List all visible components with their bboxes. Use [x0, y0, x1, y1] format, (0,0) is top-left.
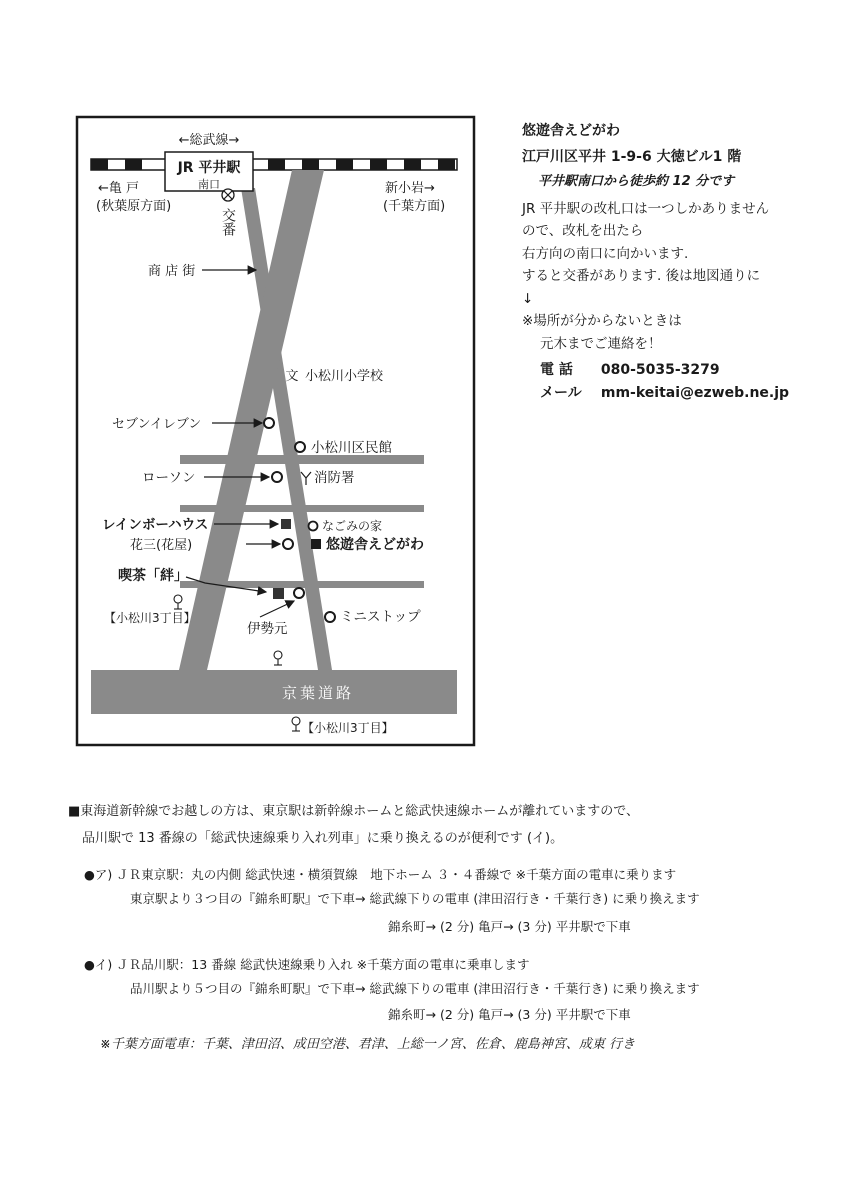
fire-station-label: 消防署 [314, 470, 355, 486]
direction-line: すると交番があります. 後は地図通りに [522, 268, 761, 284]
phone-number[interactable]: 080-5035-3279 [600, 362, 720, 378]
route-b-detail: 品川駅より５つ目の『錦糸町駅』で下車→ 総武線下りの電車 (津田沼行き・千葉行き) に乗り換えます [130, 981, 700, 996]
email-address[interactable]: mm-keitai@ezweb.ne.jp [600, 384, 790, 401]
nagomi-marker [309, 522, 318, 531]
nagomi-label: なごみの家 [322, 519, 383, 533]
station-name: JR 平井駅 [177, 160, 241, 176]
hanazo-label: 花三(花屋) [130, 538, 193, 553]
kissa-marker [273, 588, 284, 599]
email-label: メール [540, 384, 582, 401]
ministop-marker [325, 612, 335, 622]
koban-label: 交番 [220, 208, 236, 236]
koban-icon [222, 189, 234, 201]
lawson-label: ローソン [142, 470, 196, 486]
direction-line: 右方向の南口に向かいます. [522, 245, 689, 262]
direction-line: ので、改札を出たら [522, 223, 644, 239]
kuminkan-marker [295, 442, 305, 452]
lawson-marker [272, 472, 282, 482]
bus-stop-icon [174, 595, 182, 609]
route-b-detail: 錦糸町→ (2 分) 亀戸→ (3 分) 平井駅で下車 [388, 1007, 631, 1022]
note-intro: ■東海道新幹線でお越しの方は、東京駅は新幹線ホームと総武快速線ホームが離れていますので、 [68, 804, 640, 819]
route-a-detail: 錦糸町→ (2 分) 亀戸→ (3 分) 平井駅で下車 [388, 919, 631, 934]
bus-stop-icon [292, 717, 300, 731]
rainbow-house-label: レインボーハウス [102, 517, 209, 533]
route-a-heading: ●ア) ＪＲ東京駅：丸の内側 総武快速・横須賀線 地下ホーム ３・４番線で ※千葉方面の電車に乗ります [84, 867, 677, 882]
cross-street-1 [180, 455, 424, 464]
walk-time: 平井駅南口から徒歩約 12 分です [538, 174, 735, 189]
keiyo-road [91, 670, 457, 714]
kuminkan-label: 小松川区民館 [311, 440, 392, 456]
kissa-label: 喫茶「絆」 [118, 568, 188, 584]
bus-stop-label-upper: 【小松川3丁目】 [104, 611, 196, 625]
phone-label: 電 話 [540, 362, 573, 378]
rainbow-house-marker [281, 519, 291, 529]
bus-stop-label-lower: 【小松川3丁目】 [302, 721, 394, 735]
access-info [522, 120, 832, 404]
facility-address: 江戸川区平井 1-9-6 大徳ビル1 階 [522, 148, 742, 165]
contact-note: ※場所が分からないときは [522, 313, 682, 329]
akihabara-direction: (秋葉原方面) [96, 199, 172, 214]
railway-track [91, 159, 457, 170]
email-row [522, 382, 832, 405]
cross-street-2 [180, 505, 424, 512]
seven-eleven-marker [264, 418, 274, 428]
contact-note: 元木までご連絡を！ [540, 335, 662, 352]
shotengai-label: 商 店 街 [148, 264, 196, 279]
school-icon: 文 [285, 369, 299, 384]
south-exit-label: 南口 [198, 178, 220, 191]
ministop-label: ミニストップ [340, 609, 421, 625]
keiyo-road-label: 京葉道路 [281, 684, 355, 702]
chiba-direction: (千葉方面) [383, 199, 446, 214]
facility-name: 悠遊舎えどがわ [522, 123, 620, 139]
hanazo-marker [283, 539, 293, 549]
direction-line: JR 平井駅の改札口は一つしかありません [522, 200, 770, 217]
kameido-direction: ←亀 戸 [98, 181, 140, 196]
iseigen-arrow [260, 601, 294, 617]
note-intro: 品川駅で 13 番線の「総武快速線乗り入れ列車」に乗り換えるのが便利です (イ)。 [82, 831, 564, 846]
fire-station-icon [301, 472, 311, 485]
yuyusha-label: 悠遊舎えどがわ [326, 537, 424, 553]
school-label: 小松川小学校 [305, 369, 384, 384]
yuyusha-marker [311, 539, 321, 549]
seven-eleven-label: セブンイレブン [112, 417, 202, 432]
phone-row [522, 359, 832, 382]
down-arrow: ↓ [522, 290, 534, 307]
iseigen-marker [294, 588, 304, 598]
sobu-line-label: ←総武線→ [178, 133, 240, 148]
shinkoiwa-direction: 新小岩→ [385, 181, 435, 196]
bus-stop-icon [274, 651, 282, 665]
route-b-heading: ●イ) ＪＲ品川駅：13 番線 総武快速線乗り入れ ※千葉方面の電車に乗車します [84, 957, 530, 972]
route-a-detail: 東京駅より３つ目の『錦糸町駅』で下車→ 総武線下りの電車 (津田沼行き・千葉行き) に乗り換えます [130, 891, 700, 906]
chiba-trains-note: ※千葉方面電車：千葉、津田沼、成田空港、君津、上総一ノ宮、佐倉、鹿島神宮、成東 行き [100, 1037, 636, 1052]
iseigen-label: 伊勢元 [247, 621, 288, 637]
